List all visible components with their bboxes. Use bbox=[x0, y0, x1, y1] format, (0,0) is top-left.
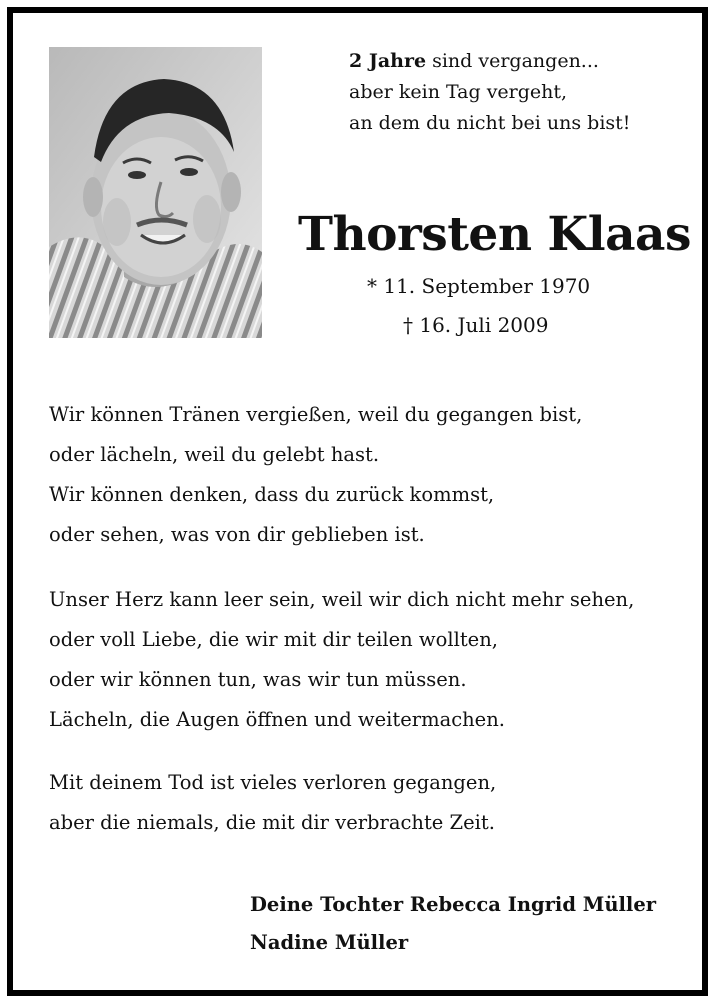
verse-line: oder wir können tun, was wir tun müssen. bbox=[49, 668, 467, 691]
intro-line-2: aber kein Tag vergeht, bbox=[349, 81, 568, 103]
signatures bbox=[250, 886, 656, 962]
death-date: † 16. Juli 2009 bbox=[403, 313, 549, 337]
verse-line: Unser Herz kann leer sein, weil wir dich nicht mehr sehen, bbox=[49, 588, 635, 611]
signature-line: Nadine Müller bbox=[250, 931, 409, 954]
verse-line: oder voll Liebe, die wir mit dir teilen wollten, bbox=[49, 628, 498, 651]
verse-1 bbox=[49, 395, 689, 555]
intro-years: 2 Jahre bbox=[349, 50, 427, 72]
intro-text bbox=[349, 46, 689, 139]
birth-date: * 11. September 1970 bbox=[367, 274, 591, 298]
intro-line-1 bbox=[349, 46, 689, 77]
intro-line-3: an dem du nicht bei uns bist! bbox=[349, 112, 631, 134]
verse-line: oder lächeln, weil du gelebt hast. bbox=[49, 443, 380, 466]
verse-line: aber die niemals, die mit dir verbrachte Zeit. bbox=[49, 811, 495, 834]
signature-line: Deine Tochter Rebecca Ingrid Müller bbox=[250, 893, 657, 916]
verse-line: oder sehen, was von dir geblieben ist. bbox=[49, 523, 425, 546]
verse-2 bbox=[49, 580, 689, 740]
intro-line-1-rest: sind vergangen... bbox=[426, 50, 599, 72]
verse-line: Mit deinem Tod ist vieles verloren gegangen, bbox=[49, 771, 497, 794]
deceased-name: Thorsten Klaas bbox=[298, 207, 691, 262]
verse-line: Wir können Tränen vergießen, weil du gegangen bist, bbox=[49, 403, 583, 426]
verse-3 bbox=[49, 763, 689, 843]
portrait-photo bbox=[49, 47, 262, 338]
verse-line: Wir können denken, dass du zurück kommst, bbox=[49, 483, 495, 506]
verse-line: Lächeln, die Augen öffnen und weitermachen. bbox=[49, 708, 505, 731]
